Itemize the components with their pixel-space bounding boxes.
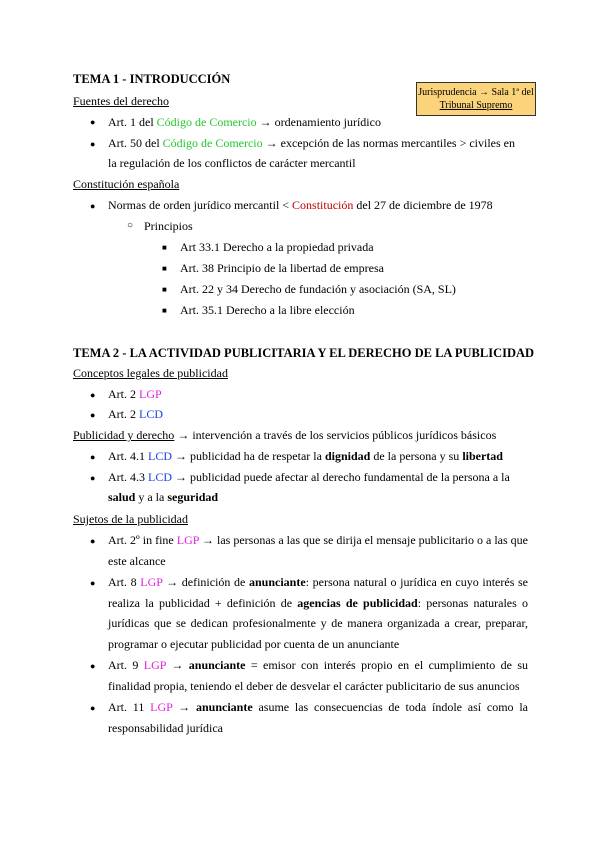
publicidad-item-2: Art. 4.3 LCD → publicidad puede afectar al derecho fundamental de la persona a la — [108, 470, 510, 484]
principle-item: Art 33.1 Derecho a la propiedad privada — [180, 240, 374, 254]
principle-item: Art. 22 y 34 Derecho de fundación y asociación (SA, SL) — [180, 282, 456, 296]
bullet-icon: ● — [90, 536, 96, 546]
constitucion-item-1: Normas de orden jurídico mercantil < Constitución del 27 de diciembre de 1978 — [108, 198, 493, 212]
sujetos-item-1: Art. 2º in fine LGP → las personas a las que se dirija el mensaje publicitario o a las que este alcance — [108, 533, 528, 568]
conceptos-heading: Conceptos legales de publicidad — [73, 366, 228, 380]
publicidad-item-2-cont: salud y a la seguridad — [108, 490, 219, 504]
bullet-icon: ● — [90, 117, 96, 127]
note-line2: Tribunal Supremo — [439, 100, 513, 111]
square-bullet-icon: ■ — [162, 285, 167, 294]
bullet-icon: ● — [90, 410, 96, 420]
sujetos-item-3: Art. 9 LGP → anunciante = emisor con interés propio en el cumplimiento de su finalidad propia, teniendo el deber de desvelar el carácter publicitario de sus anuncios — [108, 658, 528, 693]
square-bullet-icon: ■ — [162, 306, 167, 315]
principle-item: Art. 38 Principio de la libertad de empresa — [180, 261, 384, 275]
publicidad-item-1: Art. 4.1 LCD → publicidad ha de respetar la dignidad de la persona y su libertad — [108, 449, 503, 463]
sujetos-item-2: Art. 8 LGP → definición de anunciante: persona natural o jurídica en cuyo interés se realiza la publicidad + definición de agencias de publicidad: personas naturales o jurídicas que se dedican profesionalmente y de manera organizada a crear, preparar, programar o ejecutar publicidad por cuenta de un anunciante — [108, 575, 528, 651]
conceptos-item-1: Art. 2 LGP — [108, 387, 162, 401]
codigo-comercio-ref: Código de Comercio — [156, 115, 257, 129]
bullet-icon: ● — [90, 139, 96, 149]
bullet-icon: ● — [90, 473, 96, 483]
sujetos-heading: Sujetos de la publicidad — [73, 512, 188, 526]
bullet-icon: ● — [90, 201, 96, 211]
lgp-ref: LGP — [139, 387, 162, 401]
square-bullet-icon: ■ — [162, 243, 167, 252]
bullet-icon: ● — [90, 661, 96, 671]
constitucion-heading: Constitución española — [73, 177, 180, 191]
note-line1: Jurisprudencia → Sala 1ª del — [418, 87, 534, 98]
fuentes-item-1: Art. 1 del Código de Comercio → ordenamiento jurídico — [108, 115, 381, 129]
sujetos-item-4: Art. 11 LGP → anunciante asume las consecuencias de toda índole así como la responsabilidad jurídica — [108, 700, 529, 735]
fuentes-item-2-cont: la regulación de los conflictos de carácter mercantil — [108, 156, 356, 170]
square-bullet-icon: ■ — [162, 264, 167, 273]
tema1-title: TEMA 1 - INTRODUCCIÓN — [73, 72, 231, 86]
conceptos-item-2: Art. 2 LCD — [108, 407, 163, 421]
lcd-ref: LCD — [139, 407, 163, 421]
jurisprudencia-note — [416, 82, 536, 116]
tema2-title: TEMA 2 - LA ACTIVIDAD PUBLICITARIA Y EL DERECHO DE LA PUBLICIDAD — [73, 346, 535, 360]
fuentes-heading: Fuentes del derecho — [73, 94, 169, 108]
principle-item: Art. 35.1 Derecho a la libre elección — [180, 303, 355, 317]
bullet-icon: ● — [90, 390, 96, 400]
bullet-icon: ● — [90, 578, 96, 588]
publicidad-heading: Publicidad y derecho — [73, 428, 175, 442]
circle-bullet-icon: ○ — [127, 220, 134, 231]
codigo-comercio-ref: Código de Comercio — [162, 136, 263, 150]
publicidad-heading-line: Publicidad y derecho → intervención a través de los servicios públicos jurídicos básicos — [73, 428, 497, 442]
constitucion-ref: Constitución — [292, 198, 354, 212]
bullet-icon: ● — [90, 452, 96, 462]
bullet-icon: ● — [90, 703, 96, 713]
fuentes-item-2: Art. 50 del Código de Comercio → excepción de las normas mercantiles > civiles en — [108, 136, 515, 150]
principios-label: Principios — [144, 219, 193, 233]
